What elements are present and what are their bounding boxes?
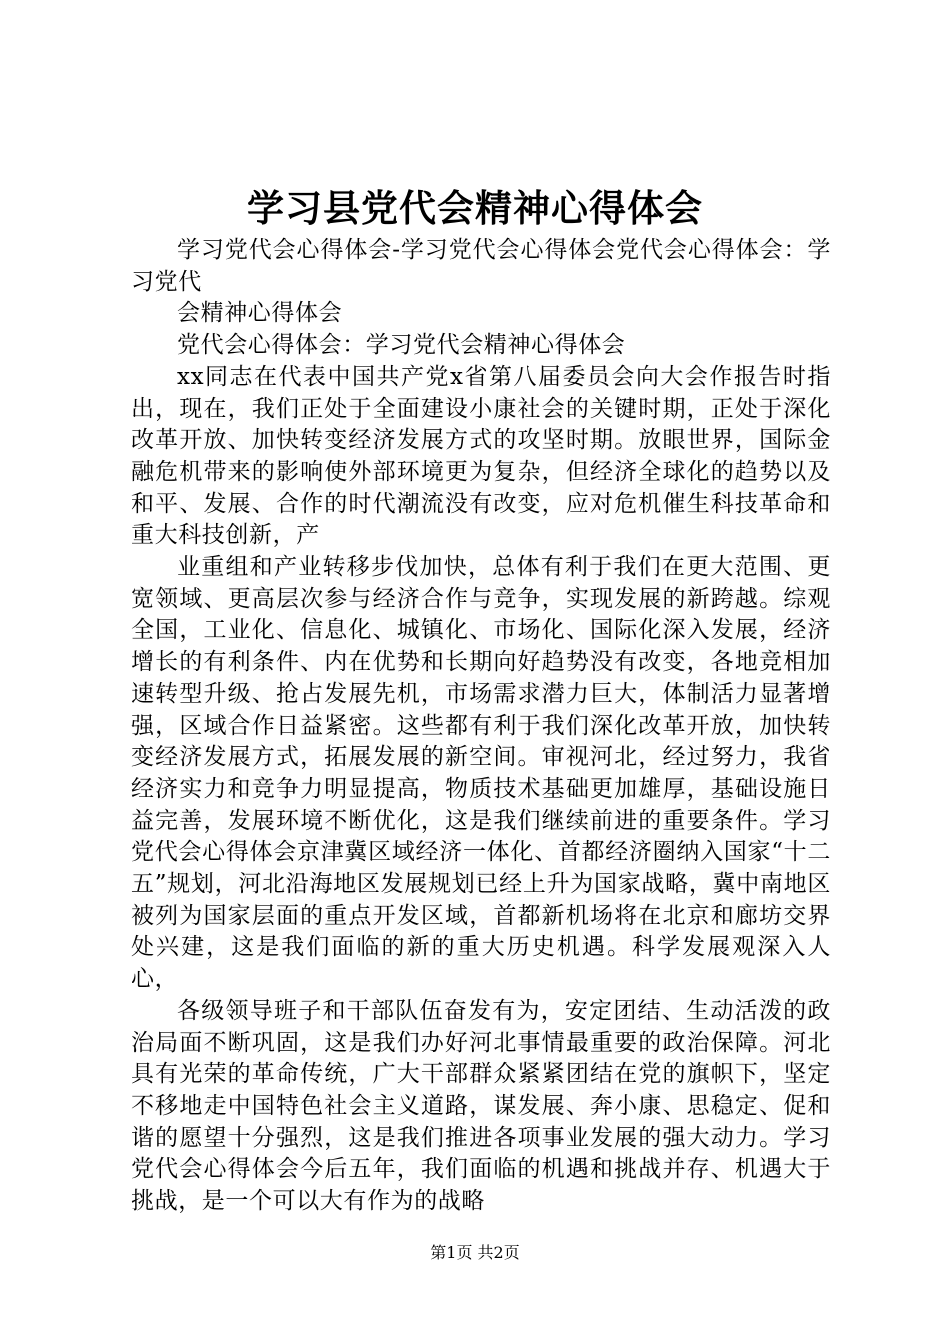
paragraph: 会精神心得体会 xyxy=(177,300,343,327)
paragraph: 业重组和产业转移步伐加快，总体有利于我们在更大范围、更宽领域、更高层次参与经济合作与竞争，实现发展的新跨越。综观全国，工业化、信息化、城镇化、市场化、国际化深入发展，经济增长的有利条件、内在优势和长期向好趋势没有改变，各地竞相加速转型升级、抢占发展先机，市场需求潜力巨大，体制活力显著增强，区域合作日益紧密。这些都有利于我们深化改革开放，加快转变经济发展方式，拓展发展的新空间。审视河北，经过努力，我省经济实力和竞争力明显提高，物质技术基础更加雄厚，基础设施日益完善，发展环境不断优化，这是我们继续前进的重要条件。学习党代会心得体会京津冀区域经济一体化、首都经济圈纳入国家“十二五”规划，河北沿海地区发展规划已经上升为国家战略，冀中南地区被列为国家层面的重点开发区域，首都新机场将在北京和廊坊交界处兴建，这是我们面临的新的重大历史机遇。科学发展观深入人心， xyxy=(131,554,831,993)
page-number-footer: 第1页 共2页 xyxy=(430,1243,520,1262)
document-body xyxy=(131,235,831,1218)
paragraph: xx同志在代表中国共产党x省第八届委员会向大会作报告时指出，现在，我们正处于全面建设小康社会的关键时期，正处于深化改革开放、加快转变经济发展方式的攻坚时期。放眼世界，国际金融危机带来的影响使外部环境更为复杂，但经济全球化的趋势以及和平、发展、合作的时代潮流没有改变，应对危机催生科技革命和重大科技创新，产 xyxy=(131,363,831,549)
paragraph: 学习党代会心得体会-学习党代会心得体会党代会心得体会：学习党代 xyxy=(131,237,831,295)
document-title: 学习县党代会精神心得体会 xyxy=(247,186,703,230)
paragraph: 党代会心得体会：学习党代会精神心得体会 xyxy=(177,332,626,359)
paragraph: 各级领导班子和干部队伍奋发有为，安定团结、生动活泼的政治局面不断巩固，这是我们办好河北事情最重要的政治保障。河北具有光荣的革命传统，广大干部群众紧紧团结在党的旗帜下，坚定不移地走中国特色社会主义道路，谋发展、奔小康、思稳定、促和谐的愿望十分强烈，这是我们推进各项事业发展的强大动力。学习党代会心得体会今后五年，我们面临的机遇和挑战并存、机遇大于挑战，是一个可以大有作为的战略 xyxy=(131,997,831,1215)
